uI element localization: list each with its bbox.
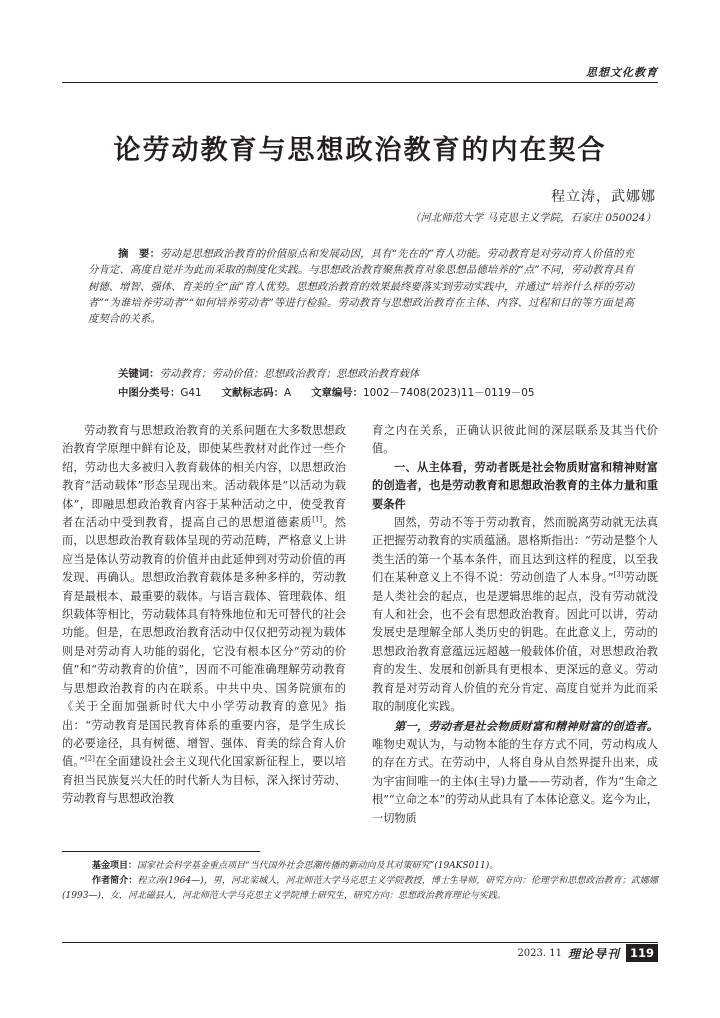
page-footer bbox=[517, 944, 658, 962]
fund-label: 基金项目： bbox=[92, 861, 138, 871]
keywords-label: 关键词： bbox=[118, 368, 160, 380]
clc-value: G41 bbox=[180, 387, 202, 399]
paragraph-text: 在全面建设社会主义现代化国家新征程上，要以培育担当民族复兴大任的时代新人为目标，深入探讨劳动、劳动教育与思想政治教 bbox=[62, 755, 346, 806]
author-bio-label: 作者简介： bbox=[92, 876, 138, 886]
citation-ref: [3] bbox=[613, 570, 624, 579]
author-bio-text: 程立涛(1964—)，男，河北栾城人，河北师范大学马克思主义学院教授，博士生导师，研究方向：伦理学和思想政治教育；武娜娜(1993—)，女，河北磁县人，河北师范大学马克思主义学院博士研究生，研究方向：思想政治教育理论与实践。 bbox=[62, 876, 658, 901]
doc-code-label: 文献标志码： bbox=[221, 387, 284, 399]
clc-label: 中图分类号： bbox=[118, 387, 181, 399]
doc-code-value: A bbox=[283, 387, 292, 399]
citation-ref: [2] bbox=[84, 754, 95, 763]
fund-text: 国家社会科学基金重点项目“当代国外社会思潮传播的新动向及其对策研究”(19AKS011)。 bbox=[137, 861, 499, 871]
keywords bbox=[118, 365, 419, 380]
affiliation: （河北师范大学 马克思主义学院，石家庄 050024） bbox=[409, 212, 656, 224]
paragraph-text: 劳动教育与思想政治教育的关系问题在大多数思想政治教育学原理中鲜有论及，即使某些教材对此作过一些介绍，劳动也大多被归入教育载体的相关内容，以思想政治教育“活动载体”形态呈现出来。活动载体是“以活动为载体”，即融思想政治教育内容于某种活动之中，使受教育者在活动中受到教育，提高自己的思想道德素质 bbox=[62, 424, 346, 530]
paragraph bbox=[372, 717, 658, 828]
journal-name: 理论导刊 bbox=[567, 946, 620, 961]
body-column-right bbox=[372, 422, 658, 828]
footnotes bbox=[62, 859, 658, 904]
header-rule bbox=[62, 82, 658, 83]
page-number: 119 bbox=[626, 944, 658, 962]
paragraph-text: 唯物史观认为，与动物本能的生存方式不同，劳动构成人的存在方式。在劳动中，人将自身从自然界提升出来，成为宇宙间唯一的主体(主导)力量——劳动者，作为“生命之根”“立命之本”的劳动从此具有了本体论意义。迄今为止，一切物质 bbox=[372, 737, 658, 825]
keywords-text: 劳动教育；劳动价值；思想政治教育；思想政治教育载体 bbox=[159, 368, 420, 380]
issue-label: 2023. 11 bbox=[517, 947, 562, 959]
paragraph bbox=[372, 514, 658, 716]
classification-line bbox=[118, 384, 535, 399]
article-title: 论劳动教育与思想政治教育的内在契合 bbox=[113, 135, 607, 166]
paragraph-text: 。然而，以思想政治教育载体呈现的劳动范畴，严格意义上讲应当是体认劳动教育的价值并由此延伸到对劳动价值的再发现、再确认。思想政治教育载体是多种多样的，劳动教育是最根本、最重要的载体。与语言载体、管理载体、组织载体等相比，劳动载体具有特殊地位和无可替代的社会功能。但是，在思想政治教育活动中仅仅把劳动视为载体则是对劳动育人功能的弱化，它没有根本区分“劳动的价值”和“劳动教育的价值”，因而不可能准确理解劳动教育与思想政治教育的内在联系。中共中央、国务院颁布的《关于全面加强新时代大中小学劳动教育的意见》指出：“劳动教育是国民教育体系的重要内容，是学生成长的必要途径，具有树德、增智、强体、育美的综合育人价值。” bbox=[62, 516, 346, 769]
paragraph bbox=[62, 422, 346, 809]
author-note bbox=[62, 874, 658, 904]
paragraph: 育之内在关系，正确认识彼此间的深层联系及其当代价值。 bbox=[372, 424, 658, 456]
citation-ref: [1] bbox=[312, 515, 323, 524]
footnote-rule bbox=[62, 851, 260, 852]
subsection-heading: 第一，劳动者是社会物质财富和精神财富的创造者。 bbox=[394, 718, 658, 733]
article-number-value: 1002－7408(2023)11－0119－05 bbox=[363, 387, 535, 399]
abstract bbox=[88, 246, 634, 327]
paragraph-text: 劳动既是人类社会的起点，也是逻辑思维的起点，没有劳动就没有人和社会，也不会有思想政治教育。因此可以讲，劳动发展史是理解全部人类历史的钥匙。在此意义上，劳动的思想政治教育意蕴远远超越一般载体价值，对思想政治教育的发生、发展和创新具有更根本、更深远的意义。劳动教育是对劳动育人价值的充分肯定、高度自觉并为此而采取的制度化实践。 bbox=[372, 571, 658, 714]
authors: 程立涛，武娜娜 bbox=[551, 189, 656, 205]
abstract-text: 劳动是思想政治教育的价值原点和发展动因，具有“先在的”育人功能。劳动教育是对劳动育人价值的充分肯定、高度自觉并为此而采取的制度化实践。与思想政治教育聚焦教育对象思想品德培养的“点”不同，劳动教育具有树德、增智、强体、育美的全“面”育人优势。思想政治教育的效果最终要落实到劳动实践中，并通过“培养什么样的劳动者”“为谁培养劳动者”“如何培养劳动者”等进行检验。劳动教育与思想政治教育在主体、内容、过程和目的等方面是高度契合的关系。 bbox=[88, 248, 635, 326]
fund-note bbox=[62, 859, 658, 874]
footer-rule bbox=[62, 942, 658, 943]
abstract-label: 摘 要： bbox=[118, 248, 161, 260]
running-head: 思想文化教育 bbox=[586, 66, 658, 79]
article-number-label: 文章编号： bbox=[311, 387, 364, 399]
section-heading: 一、从主体看，劳动者既是社会物质财富和精神财富的创造者，也是劳动教育和思想政治教育的主体力量和重要条件 bbox=[372, 460, 658, 511]
paragraph-text: 固然，劳动不等于劳动教育，然而脱离劳动就无法真正把握劳动教育的实质蕴涵。恩格斯指出：“劳动是整个人类生活的第一个基本条件，而且达到这样的程度，以至我们在某种意义上不得不说：劳动创造了人本身。” bbox=[372, 516, 658, 585]
body-column-left bbox=[62, 422, 346, 809]
